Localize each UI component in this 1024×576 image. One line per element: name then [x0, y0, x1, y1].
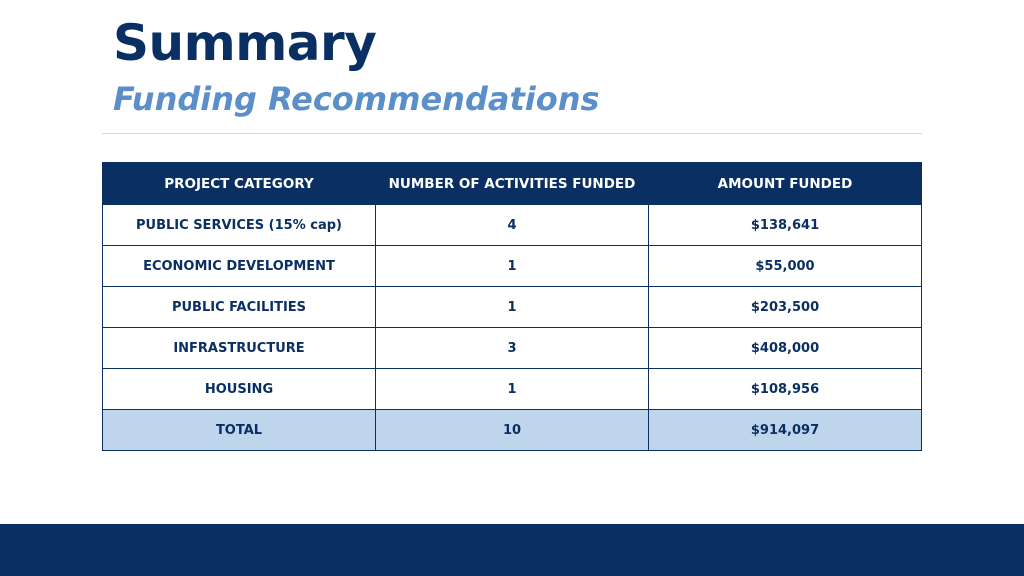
cell-activities: 3: [376, 328, 649, 369]
title-divider: [102, 133, 922, 134]
page-subtitle: Funding Recommendations: [113, 80, 600, 118]
table-row: [103, 246, 922, 287]
funding-table: [102, 162, 922, 451]
table-row: [103, 369, 922, 410]
cell-category: PUBLIC FACILITIES: [103, 287, 376, 328]
table-row: [103, 287, 922, 328]
table-header-row: [103, 163, 922, 205]
cell-activities: 1: [376, 287, 649, 328]
total-label: TOTAL: [103, 410, 376, 451]
header-project-category: PROJECT CATEGORY: [103, 163, 376, 205]
header-amount-funded: AMOUNT FUNDED: [649, 163, 922, 205]
header-activities-funded: NUMBER OF ACTIVITIES FUNDED: [376, 163, 649, 205]
cell-activities: 1: [376, 246, 649, 287]
table-row: [103, 205, 922, 246]
table-total-row: [103, 410, 922, 451]
cell-amount: $203,500: [649, 287, 922, 328]
total-amount: $914,097: [649, 410, 922, 451]
page-title: Summary: [113, 14, 377, 72]
table-row: [103, 328, 922, 369]
total-activities: 10: [376, 410, 649, 451]
cell-category: INFRASTRUCTURE: [103, 328, 376, 369]
cell-category: PUBLIC SERVICES (15% cap): [103, 205, 376, 246]
footer-bar: [0, 524, 1024, 576]
cell-activities: 4: [376, 205, 649, 246]
cell-amount: $55,000: [649, 246, 922, 287]
cell-activities: 1: [376, 369, 649, 410]
cell-amount: $138,641: [649, 205, 922, 246]
cell-amount: $408,000: [649, 328, 922, 369]
cell-amount: $108,956: [649, 369, 922, 410]
cell-category: HOUSING: [103, 369, 376, 410]
cell-category: ECONOMIC DEVELOPMENT: [103, 246, 376, 287]
